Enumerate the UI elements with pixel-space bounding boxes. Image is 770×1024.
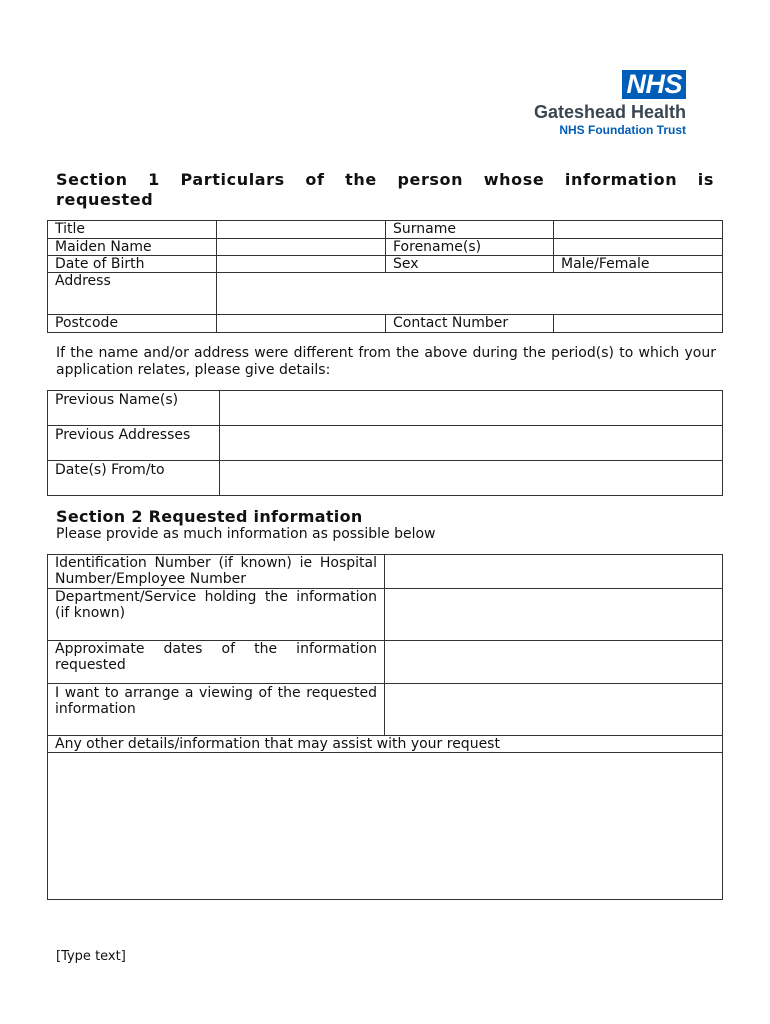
label-title: Title	[48, 221, 217, 239]
arrange-viewing-field[interactable]	[385, 684, 723, 736]
section2-subtitle: Please provide as much information as possible below	[56, 526, 436, 542]
label-previous-addresses: Previous Addresses	[48, 426, 220, 461]
approximate-dates-field[interactable]	[385, 641, 723, 684]
label-arrange-viewing: I want to arrange a viewing of the requested information	[48, 684, 385, 736]
label-previous-names: Previous Name(s)	[48, 391, 220, 426]
label-address: Address	[48, 273, 217, 315]
address-field[interactable]	[217, 273, 723, 315]
postcode-field[interactable]	[217, 315, 386, 333]
nhs-badge: NHS	[622, 70, 686, 99]
identification-number-field[interactable]	[385, 555, 723, 589]
contact-number-field[interactable]	[554, 315, 723, 333]
maiden-name-field[interactable]	[217, 239, 386, 256]
section1-title: Section 1 Particulars of the person whose information is requested	[56, 170, 714, 209]
section2-title: Section 2 Requested information	[56, 507, 363, 526]
surname-field[interactable]	[554, 221, 723, 239]
previous-names-field[interactable]	[220, 391, 723, 426]
label-identification-number: Identification Number (if known) ie Hospital Number/Employee Number	[48, 555, 385, 589]
forenames-field[interactable]	[554, 239, 723, 256]
footer-placeholder: [Type text]	[56, 949, 126, 964]
dates-from-to-field[interactable]	[220, 461, 723, 496]
previous-details-note: If the name and/or address were different from the above during the period(s) to which your application relates, please give details:	[56, 345, 716, 378]
label-dob: Date of Birth	[48, 256, 217, 273]
nhs-logo	[534, 70, 686, 137]
particulars-table	[47, 220, 723, 333]
label-sex: Sex	[386, 256, 554, 273]
previous-details-table	[47, 390, 723, 496]
label-postcode: Postcode	[48, 315, 217, 333]
label-department-service: Department/Service holding the information (if known)	[48, 589, 385, 641]
requested-info-table	[47, 554, 723, 900]
label-forenames: Forename(s)	[386, 239, 554, 256]
dob-field[interactable]	[217, 256, 386, 273]
previous-addresses-field[interactable]	[220, 426, 723, 461]
title-field[interactable]	[217, 221, 386, 239]
other-details-field[interactable]	[48, 753, 723, 900]
label-dates-from-to: Date(s) From/to	[48, 461, 220, 496]
org-name: Gateshead Health	[533, 102, 686, 122]
sex-field[interactable]: Male/Female	[554, 256, 723, 273]
label-maiden-name: Maiden Name	[48, 239, 217, 256]
label-contact-number: Contact Number	[386, 315, 554, 333]
label-approximate-dates: Approximate dates of the information requested	[48, 641, 385, 684]
department-service-field[interactable]	[385, 589, 723, 641]
org-subtitle: NHS Foundation Trust	[559, 123, 686, 137]
label-other-details: Any other details/information that may assist with your request	[48, 736, 723, 753]
label-surname: Surname	[386, 221, 554, 239]
